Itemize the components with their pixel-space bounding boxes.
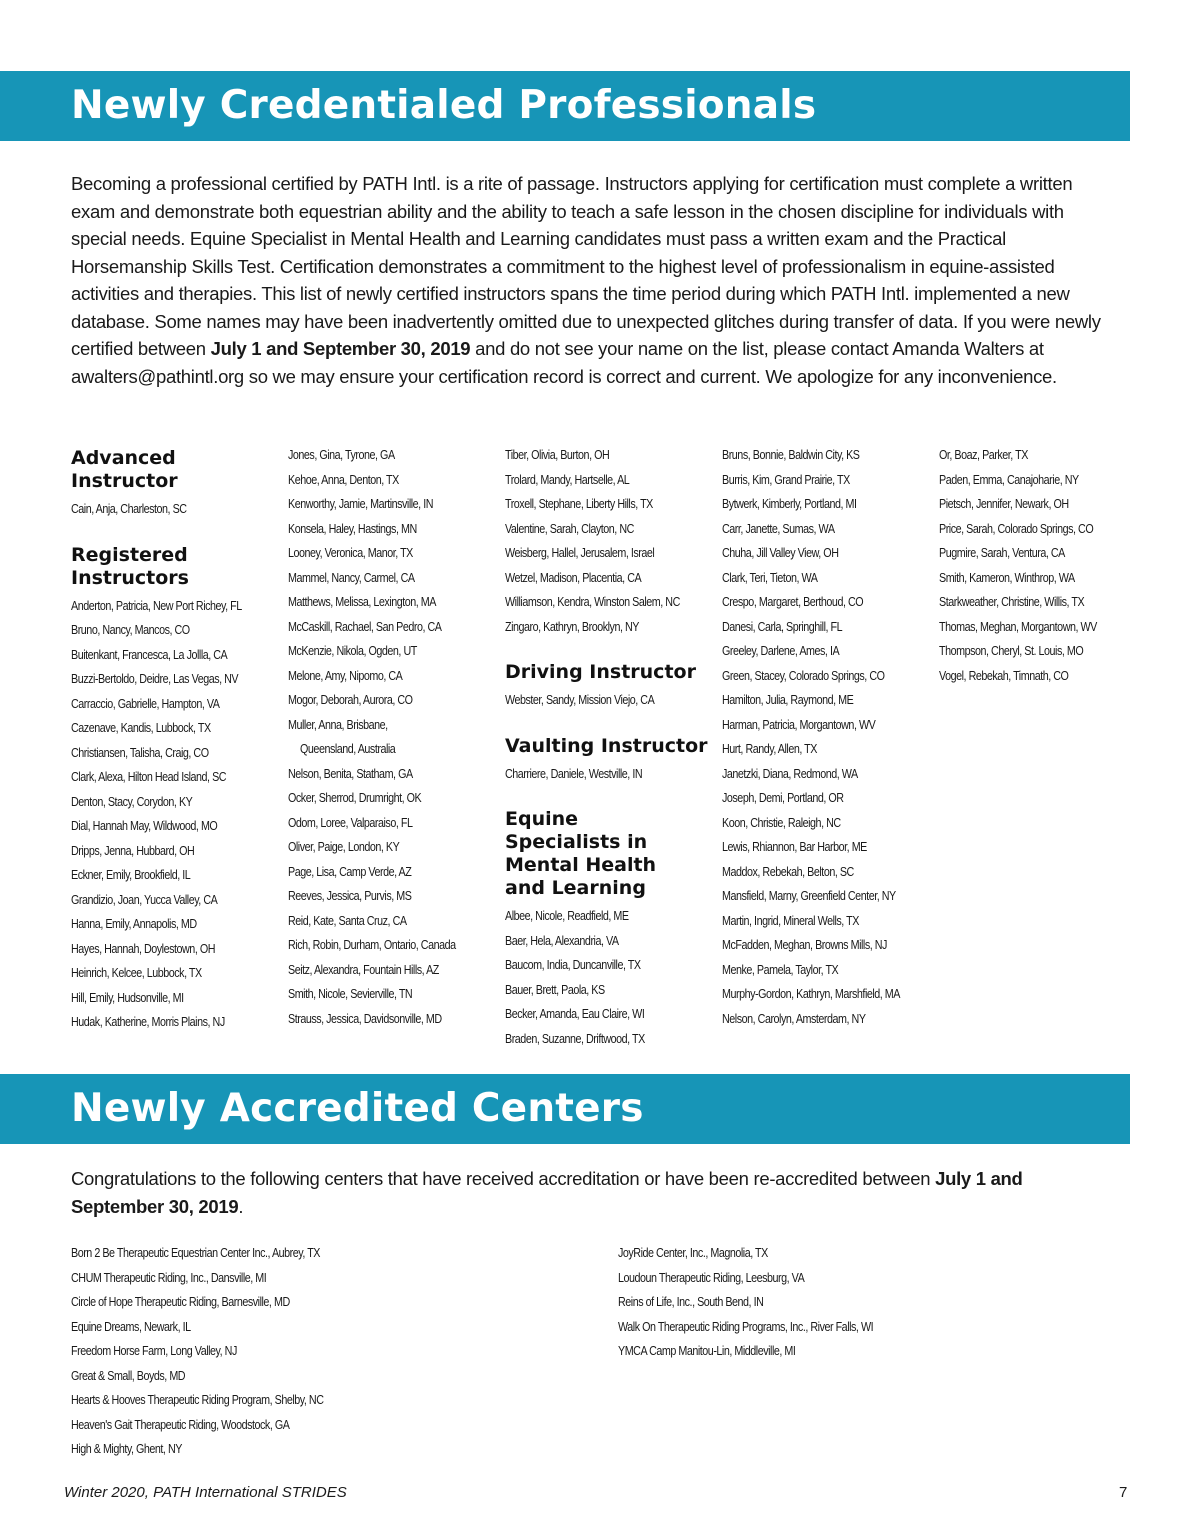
list-item: Looney, Veronica, Manor, TX (288, 546, 413, 560)
publication-footer: Winter 2020, PATH International STRIDES (64, 1484, 347, 1501)
list-item: Jones, Gina, Tyrone, GA (288, 448, 395, 462)
list-item: Koon, Christie, Raleigh, NC (722, 815, 841, 830)
list-item: Burris, Kim, Grand Prairie, TX (722, 472, 850, 487)
centers-intro (71, 1165, 1111, 1220)
column-4 (722, 443, 934, 1031)
list-item: Troxell, Stephane, Liberty Hills, TX (505, 497, 653, 511)
list-item: Nelson, Carolyn, Amsterdam, NY (722, 1011, 866, 1026)
list-item: Clark, Alexa, Hilton Head Island, SC (71, 770, 227, 784)
list-item: Braden, Suzanne, Driftwood, TX (505, 1031, 645, 1046)
list-item: Mammel, Nancy, Carmel, CA (288, 570, 415, 585)
list-item: Freedom Horse Farm, Long Valley, NJ (71, 1344, 237, 1358)
section-title: Newly Credentialed Professionals (71, 83, 817, 128)
list-item: High & Mighty, Ghent, NY (71, 1442, 182, 1456)
list-registered (71, 594, 283, 1035)
list-item: McKenzie, Nikola, Ogden, UT (288, 644, 417, 658)
list-item: Zingaro, Kathryn, Brooklyn, NY (505, 619, 639, 634)
list-item: Charriere, Daniele, Westville, IN (505, 766, 643, 781)
list-item: Carraccio, Gabrielle, Hampton, VA (71, 696, 220, 711)
column-1 (71, 443, 283, 1035)
list-item: Greeley, Darlene, Ames, IA (722, 644, 840, 658)
list-item: Or, Boaz, Parker, TX (939, 448, 1028, 462)
list-item: McFadden, Meghan, Browns Mills, NJ (722, 938, 887, 952)
list-item: Dial, Hannah May, Wildwood, MO (71, 819, 218, 833)
list-item: Wetzel, Madison, Placentia, CA (505, 570, 642, 585)
list-item: Heaven's Gait Therapeutic Riding, Woodstock, GA (71, 1417, 290, 1432)
list-item: Ocker, Sherrod, Drumright, OK (288, 791, 422, 805)
list-item: Hearts & Hooves Therapeutic Riding Program, Shelby, NC (71, 1393, 324, 1407)
list-item: Pugmire, Sarah, Ventura, CA (939, 546, 1065, 560)
list-item: Walk On Therapeutic Riding Programs, Inc., River Falls, WI (618, 1319, 874, 1334)
list-item: Webster, Sandy, Mission Viejo, CA (505, 693, 655, 707)
list-item: Thompson, Cheryl, St. Louis, MO (939, 644, 1084, 658)
column-3 (505, 443, 717, 1051)
list-item: Bruns, Bonnie, Baldwin City, KS (722, 448, 860, 462)
list-item: Denton, Stacy, Corydon, KY (71, 794, 193, 809)
list-item: Hamilton, Julia, Raymond, ME (722, 693, 854, 707)
list-equine-specialists (505, 904, 717, 1051)
list-item: Circle of Hope Therapeutic Riding, Barnesville, MD (71, 1295, 290, 1309)
list-item: Loudoun Therapeutic Riding, Leesburg, VA (618, 1270, 805, 1285)
intro-paragraph (71, 170, 1121, 390)
list-item: Janetzki, Diana, Redmond, WA (722, 766, 858, 781)
list-item: Williamson, Kendra, Winston Salem, NC (505, 595, 680, 609)
list-item: Smith, Kameron, Winthrop, WA (939, 570, 1075, 585)
column-5 (939, 443, 1151, 688)
list-item: Mogor, Deborah, Aurora, CO (288, 693, 413, 707)
list-item: Oliver, Paige, London, KY (288, 840, 400, 854)
intro-text-1: Becoming a professional certified by PATH Intl. is a rite of passage. Instructors applying for certification must complete a written exam and demonstrate both equestrian ability and the ability to teach a safe lesson in the chosen discipline for individuals with special needs. Equine Specialist in Mental Health and Learning candidates must pass a written exam and the Practical Horsemanship Skills Test. Certification demonstrates a commitment to the highest level of professionalism in equine-assisted activities and therapies. This list of newly certified instructors spans the time period during which PATH Intl. implemented a new database. Some names may have been inadvertently omitted due to unexpected glitches during transfer of data. If you were newly certified between (71, 173, 1101, 359)
list-item: Born 2 Be Therapeutic Equestrian Center Inc., Aubrey, TX (71, 1246, 320, 1260)
list-item: Rich, Robin, Durham, Ontario, Canada (288, 938, 456, 952)
list-item: Weisberg, Hallel, Jerusalem, Israel (505, 546, 655, 560)
list-item: Nelson, Benita, Statham, GA (288, 766, 413, 781)
list-item: Vogel, Rebekah, Timnath, CO (939, 668, 1069, 683)
section-title: Newly Accredited Centers (71, 1086, 644, 1131)
list-item: Hayes, Hannah, Doylestown, OH (71, 941, 216, 956)
list-item: Valentine, Sarah, Clayton, NC (505, 521, 634, 536)
heading-driving-instructor: Driving Instructor (505, 661, 696, 683)
list-item: Reeves, Jessica, Purvis, MS (288, 889, 412, 903)
list-item: Buitenkant, Francesca, La Jollla, CA (71, 647, 228, 662)
list-item: Harman, Patricia, Morgantown, WV (722, 717, 876, 732)
centers-list-left (71, 1241, 591, 1462)
list-item: Hudak, Katherine, Morris Plains, NJ (71, 1015, 225, 1029)
list-item: Great & Small, Boyds, MD (71, 1368, 186, 1383)
heading-equine-specialists: Equine Specialists in Mental Health and Learning (505, 808, 657, 899)
heading-vaulting-instructor: Vaulting Instructor (505, 734, 708, 757)
list-item: Heinrich, Kelcee, Lubbock, TX (71, 966, 202, 980)
list-item: Tiber, Olivia, Burton, OH (505, 448, 610, 462)
list-item: Muller, Anna, Brisbane, (288, 717, 388, 732)
heading-advanced-instructor: Advanced Instructor (71, 447, 178, 492)
list-registered-cont (288, 443, 500, 1031)
list-item: Queensland, Australia (300, 742, 396, 756)
column-2 (288, 443, 500, 1031)
list-item: Joseph, Demi, Portland, OR (722, 791, 844, 805)
list-item: Reid, Kate, Santa Cruz, CA (288, 913, 407, 928)
list-item: Becker, Amanda, Eau Claire, WI (505, 1007, 645, 1021)
list-item: Crespo, Margaret, Berthoud, CO (722, 595, 864, 609)
list-item: Clark, Teri, Tieton, WA (722, 570, 818, 585)
intro-date-range: July 1 and September 30, 2019 (210, 338, 471, 359)
list-driving (505, 688, 717, 713)
list-item: Price, Sarah, Colorado Springs, CO (939, 521, 1094, 536)
list-item: Chuha, Jill Valley View, OH (722, 546, 839, 560)
list-item: Bruno, Nancy, Mancos, CO (71, 623, 190, 637)
list-equine-specialists-cont (722, 443, 934, 1031)
list-item: YMCA Camp Manitou-Lin, Middleville, MI (618, 1344, 796, 1358)
list-item: Konsela, Haley, Hastings, MN (288, 521, 417, 536)
list-item: Page, Lisa, Camp Verde, AZ (288, 864, 412, 879)
list-item: Anderton, Patricia, New Port Richey, FL (71, 598, 242, 613)
page-number: 7 (1119, 1484, 1128, 1501)
list-equine-specialists-cont-2 (939, 443, 1151, 688)
list-item: Christiansen, Talisha, Craig, CO (71, 745, 209, 760)
list-vaulting (505, 762, 717, 787)
list-item: CHUM Therapeutic Riding, Inc., Dansville, MI (71, 1270, 267, 1285)
list-item: Cain, Anja, Charleston, SC (71, 502, 187, 516)
intro-text-2: and do not see your name on the list, please contact Amanda Walters at awalters@pathintl.org so we may ensure your certification record is correct and current. We apologize for any inconvenience. (71, 338, 1057, 387)
list-item: Melone, Amy, Nipomo, CA (288, 668, 403, 683)
centers-intro-end: . (238, 1195, 244, 1217)
list-item: Thomas, Meghan, Morgantown, WV (939, 619, 1097, 634)
list-item: Hanna, Emily, Annapolis, MD (71, 917, 197, 931)
centers-intro-text: Congratulations to the following centers that have received accreditation or have been re-accredited between (71, 1168, 936, 1189)
list-item: JoyRide Center, Inc., Magnolia, TX (618, 1246, 768, 1260)
list-item: McCaskill, Rachael, San Pedro, CA (288, 619, 442, 634)
list-item: Kenworthy, Jamie, Martinsville, IN (288, 497, 434, 511)
list-item: Kehoe, Anna, Denton, TX (288, 472, 399, 487)
centers-date-range: July 1 and September 30, 2019 (71, 1168, 1023, 1217)
list-item: Eckner, Emily, Brookfield, IL (71, 868, 191, 882)
list-item: Matthews, Melissa, Lexington, MA (288, 595, 436, 609)
list-item: Grandizio, Joan, Yucca Valley, CA (71, 892, 218, 907)
centers-list-right (618, 1241, 1138, 1364)
list-item: Danesi, Carla, Springhill, FL (722, 619, 843, 634)
heading-registered-instructors: Registered Instructors (71, 543, 189, 589)
list-item: Paden, Emma, Canajoharie, NY (939, 472, 1079, 487)
list-item: Maddox, Rebekah, Belton, SC (722, 864, 854, 879)
section-banner-credentialed (0, 71, 1130, 141)
list-item: Hurt, Randy, Allen, TX (722, 742, 817, 756)
list-item: Green, Stacey, Colorado Springs, CO (722, 668, 885, 683)
list-item: Carr, Janette, Sumas, WA (722, 521, 835, 536)
list-item: Albee, Nicole, Readfield, ME (505, 909, 629, 923)
section-banner-accredited (0, 1074, 1130, 1144)
list-item: Lewis, Rhiannon, Bar Harbor, ME (722, 840, 867, 854)
list-advanced (71, 497, 283, 522)
list-item: Equine Dreams, Newark, IL (71, 1319, 191, 1334)
list-item: Hill, Emily, Hudsonville, MI (71, 990, 184, 1005)
list-item: Baer, Hela, Alexandria, VA (505, 933, 619, 948)
list-item: Odom, Loree, Valparaiso, FL (288, 815, 413, 830)
list-item: Pietsch, Jennifer, Newark, OH (939, 497, 1069, 511)
list-item: Baucom, India, Duncanville, TX (505, 958, 641, 972)
list-item: Mansfield, Marny, Greenfield Center, NY (722, 889, 896, 903)
list-item: Menke, Pamela, Taylor, TX (722, 962, 839, 977)
list-item: Seitz, Alexandra, Fountain Hills, AZ (288, 962, 439, 977)
list-item: Strauss, Jessica, Davidsonville, MD (288, 1011, 442, 1026)
list-item: Reins of Life, Inc., South Bend, IN (618, 1295, 764, 1309)
list-item: Dripps, Jenna, Hubbard, OH (71, 843, 195, 858)
list-item: Martin, Ingrid, Mineral Wells, TX (722, 913, 859, 928)
list-item: Cazenave, Kandis, Lubbock, TX (71, 721, 211, 735)
list-item: Murphy-Gordon, Kathryn, Marshfield, MA (722, 987, 900, 1001)
list-item: Smith, Nicole, Sevierville, TN (288, 987, 413, 1001)
list-item: Bauer, Brett, Paola, KS (505, 982, 605, 997)
list-item: Bytwerk, Kimberly, Portland, MI (722, 497, 857, 511)
list-item: Starkweather, Christine, Willis, TX (939, 595, 1085, 609)
list-item: Buzzi-Bertoldo, Deidre, Las Vegas, NV (71, 672, 239, 686)
list-registered-cont-2 (505, 443, 717, 639)
list-item: Trolard, Mandy, Hartselle, AL (505, 472, 630, 487)
